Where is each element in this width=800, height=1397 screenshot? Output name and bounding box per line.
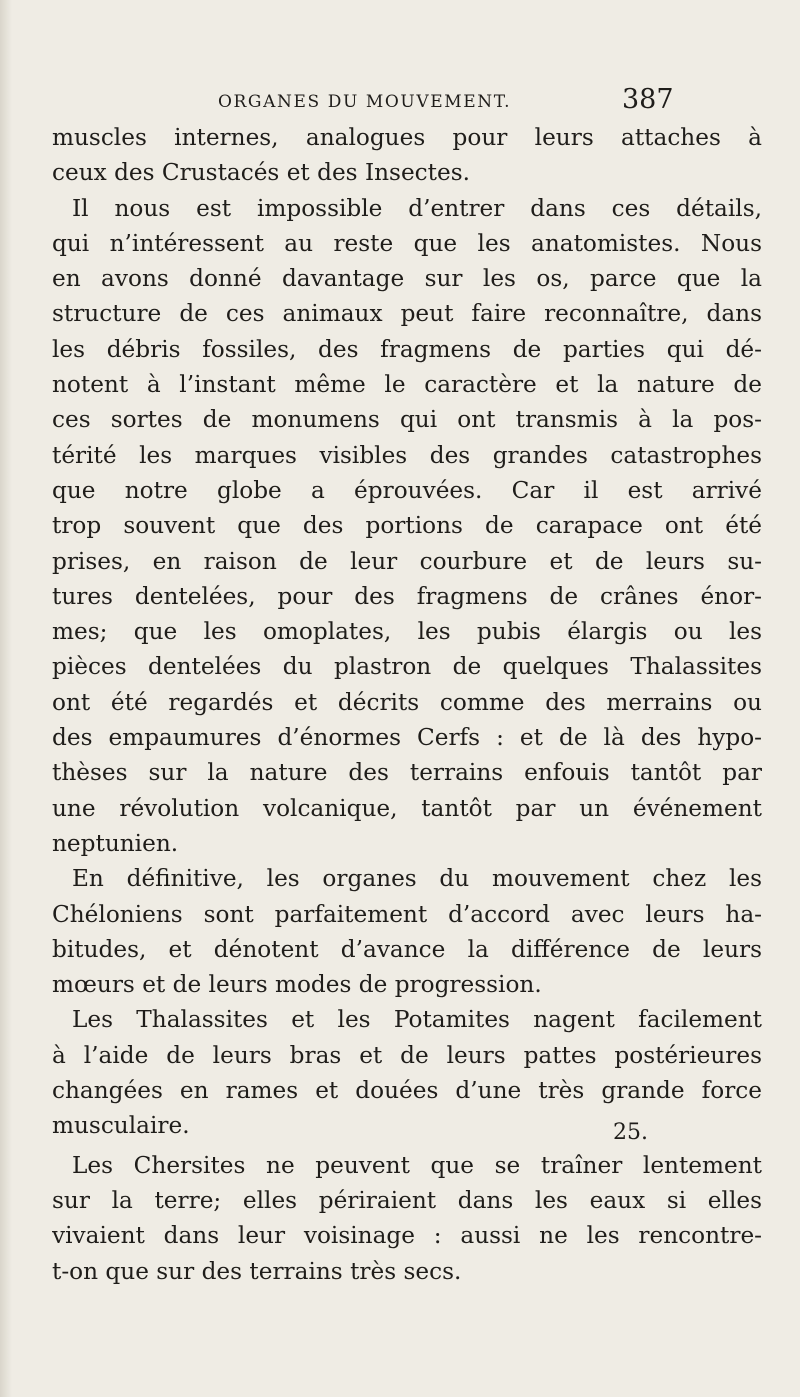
text-line: trop souvent que des portions de carapace ont été xyxy=(52,512,762,540)
text-line: sur la terre; elles périraient dans les eaux si elles xyxy=(52,1186,762,1214)
text-line: En définitive, les organes du mouvement chez les xyxy=(72,865,762,893)
text-line: qui n’intéressent au reste que les anatomistes. Nous xyxy=(52,229,762,257)
text-line: une révolution volcanique, tantôt par un événement xyxy=(52,794,762,822)
text-line: ont été regardés et décrits comme des merrains ou xyxy=(52,688,762,716)
signature-mark: 25. xyxy=(613,1120,648,1145)
text-line: bitudes, et dénotent d’avance la différence de leurs xyxy=(52,935,762,963)
text-line: ceux des Crustacés et des Insectes. xyxy=(52,159,470,187)
text-line: thèses sur la nature des terrains enfouis tantôt par xyxy=(52,759,762,787)
text-line: notent à l’instant même le caractère et la nature de xyxy=(52,371,762,399)
text-line: Chéloniens sont parfaitement d’accord avec leurs ha- xyxy=(52,900,762,928)
text-line: pièces dentelées du plastron de quelques Thalassites xyxy=(52,653,762,681)
page-edge xyxy=(0,0,12,1397)
body-text xyxy=(52,120,762,1289)
text-line: mœurs et de leurs modes de progression. xyxy=(52,971,542,999)
text-line: muscles internes, analogues pour leurs attaches à xyxy=(52,124,762,151)
text-line: vivaient dans leur voisinage : aussi ne les rencontre- xyxy=(52,1222,762,1250)
running-head: ORGANES DU MOUVEMENT. xyxy=(218,92,512,112)
text-line: Les Chersites ne peuvent que se traîner lentement xyxy=(72,1151,762,1179)
text-line: t-on que sur des terrains très secs. xyxy=(52,1257,462,1285)
text-line: neptunien. xyxy=(52,829,179,857)
text-line: à l’aide de leurs bras et de leurs pattes postérieures xyxy=(52,1041,762,1069)
text-line: mes; que les omoplates, les pubis élargis ou les xyxy=(52,618,762,646)
text-line: changées en rames et douées d’une très grande force xyxy=(52,1077,762,1105)
text-line: les débris fossiles, des fragmens de parties qui dé- xyxy=(52,335,762,363)
text-line: Les Thalassites et les Potamites nagent facilement xyxy=(72,1006,762,1034)
page-number: 387 xyxy=(622,84,674,115)
text-line: térité les marques visibles des grandes catastrophes xyxy=(52,441,762,469)
text-line: prises, en raison de leur courbure et de leurs su- xyxy=(52,547,762,575)
text-line: Il nous est impossible d’entrer dans ces détails, xyxy=(72,194,762,222)
text-line: musculaire. xyxy=(52,1112,190,1140)
text-line: structure de ces animaux peut faire reconnaître, dans xyxy=(52,300,762,328)
text-line: que notre globe a éprouvées. Car il est arrivé xyxy=(52,476,762,504)
text-line: en avons donné davantage sur les os, parce que la xyxy=(52,265,762,293)
text-line: tures dentelées, pour des fragmens de crânes énor- xyxy=(52,582,762,610)
text-line: des empaumures d’énormes Cerfs : et de là des hypo- xyxy=(52,724,762,752)
text-line: ces sortes de monumens qui ont transmis à la pos- xyxy=(52,406,762,434)
